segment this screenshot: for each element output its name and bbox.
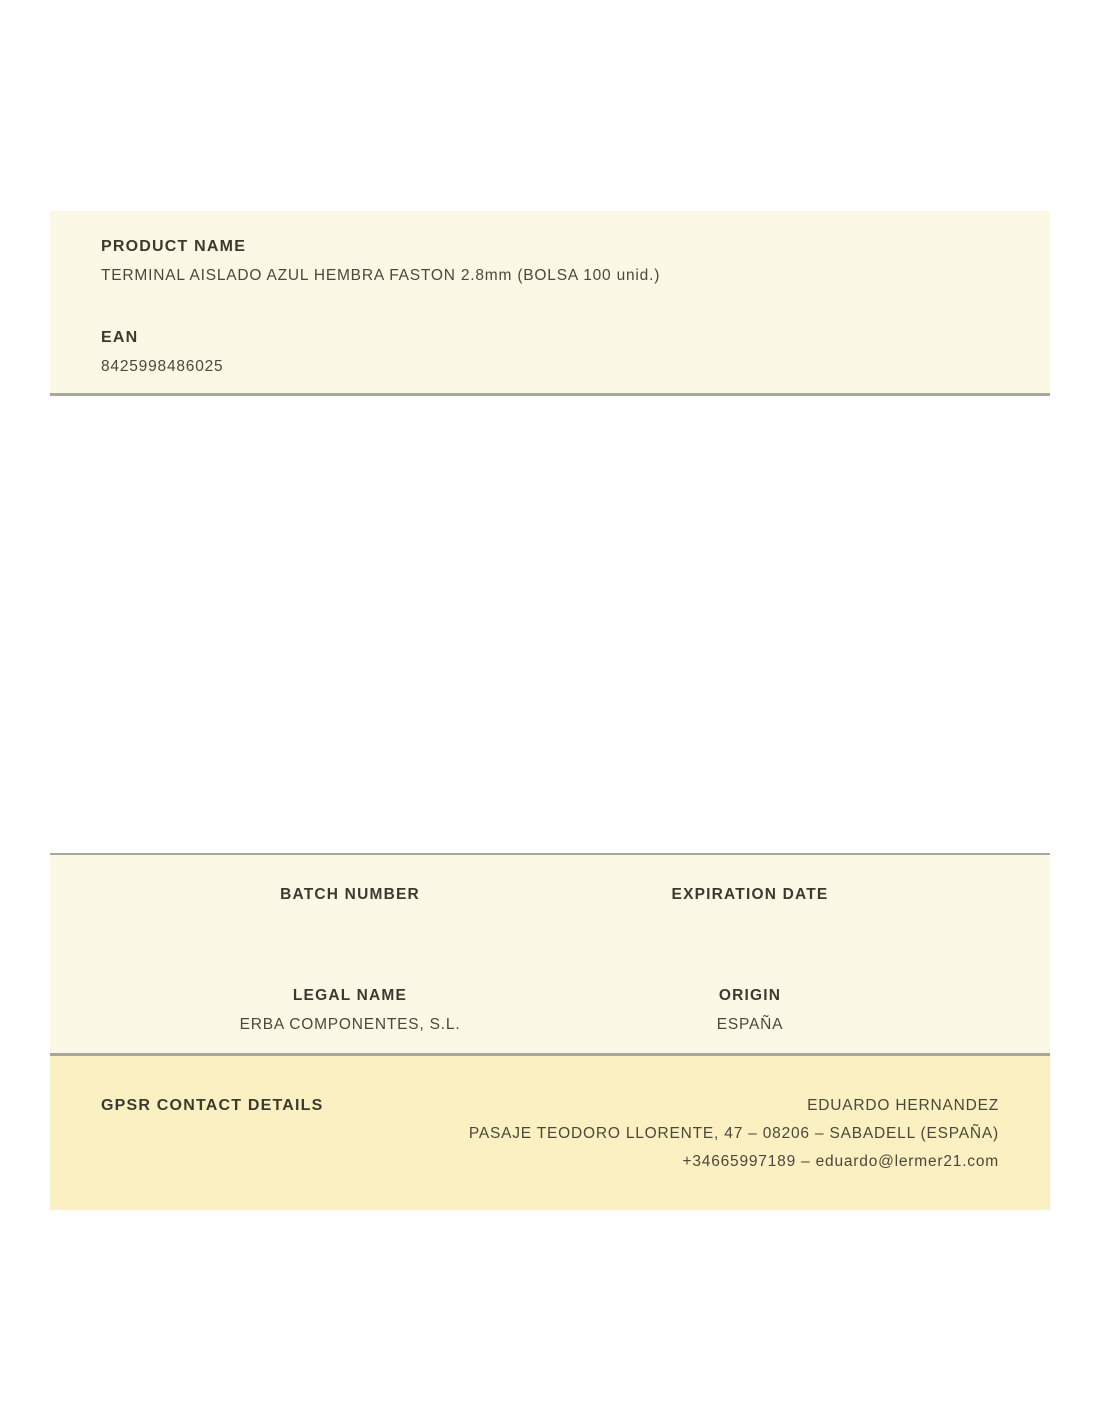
origin-field (550, 987, 950, 1034)
batch-number-label: BATCH NUMBER (280, 886, 420, 903)
product-name-value: TERMINAL AISLADO AZUL HEMBRA FASTON 2.8mm (BOLSA 100 unid.) (101, 267, 661, 284)
origin-value: ESPAÑA (716, 1016, 784, 1033)
origin-label: ORIGIN (718, 987, 782, 1004)
batch-number-field (150, 886, 550, 915)
gpsr-contact-block (469, 1097, 999, 1171)
expiration-date-label: EXPIRATION DATE (671, 886, 829, 903)
expiration-date-field (550, 886, 950, 915)
gpsr-contact-panel (50, 1056, 1050, 1210)
contact-phone-email: +34665997189 – eduardo@lermer21.com (682, 1153, 999, 1170)
product-name-field (101, 238, 999, 285)
product-info-panel (50, 211, 1050, 396)
legal-name-label: LEGAL NAME (292, 987, 408, 1004)
legal-name-field (150, 987, 550, 1034)
batch-details-panel (50, 853, 1050, 1056)
ean-field (101, 329, 999, 376)
ean-label: EAN (101, 329, 139, 346)
batch-details-grid (150, 886, 950, 1034)
contact-address: PASAJE TEODORO LLORENTE, 47 – 08206 – SABADELL (ESPAÑA) (468, 1125, 999, 1142)
legal-origin-row (150, 987, 950, 1034)
legal-name-value: ERBA COMPONENTES, S.L. (239, 1016, 461, 1033)
gpsr-contact-label: GPSR CONTACT DETAILS (101, 1097, 324, 1114)
product-name-label: PRODUCT NAME (101, 238, 247, 255)
contact-name: EDUARDO HERNANDEZ (807, 1097, 999, 1114)
ean-value: 8425998486025 (101, 358, 224, 375)
gpsr-contact-row (101, 1097, 999, 1171)
batch-expiration-row (150, 886, 950, 915)
